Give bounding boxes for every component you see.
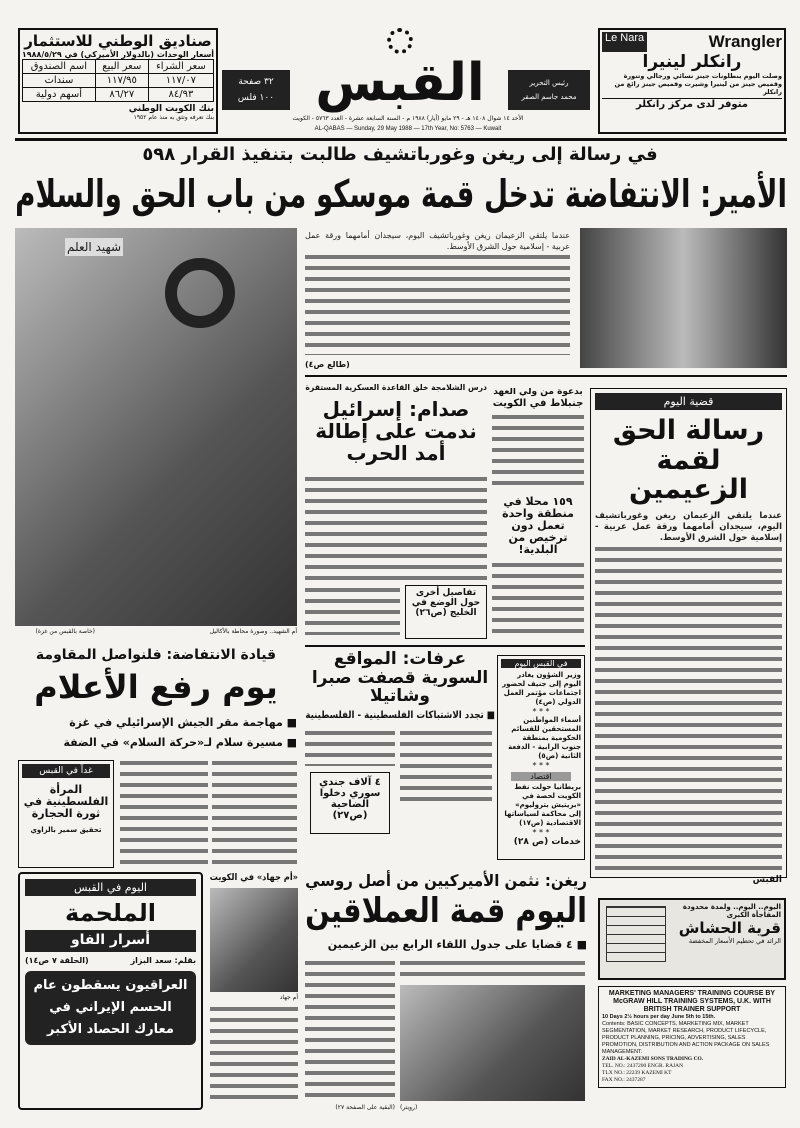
arabic-ad-text: اليوم.. اليوم.. ولمدة محدودة المفاجأة الكبرى xyxy=(682,903,781,919)
photo-wall-text: شهيد العلم xyxy=(67,240,122,254)
stars-divider: * * * xyxy=(532,828,550,837)
headline-kicker: في رسالة إلى ريغن وغورباتشيف طالبت بتنفيذ القرار ٥٩٨ xyxy=(142,144,658,165)
date-ar: الأحد ١٤ شوال ١٤٠٨ هـ - ٢٩ مايو (أيار) ١٩٨٨ م - السنة السابعة عشرة - العدد ٥٧٦٣ - الكويت xyxy=(292,115,524,122)
editorial-box xyxy=(590,388,787,886)
arafat-sub-text: تجدد الاشتباكات الفلسطينية - الفلسطينية xyxy=(305,710,484,721)
fund-title: صناديق الوطني للاستثمار xyxy=(24,32,212,50)
arafat-text-2 xyxy=(305,728,395,766)
inside-item: بريطانيا حولت نفط الكويت لحصة في «بريتيش بتروليوم» إلى محاكمة لسياساتها الاقتصادية (ص١٧) xyxy=(504,783,581,827)
english-ad xyxy=(598,986,786,1088)
tomorrow-title: المرأة الفلسطينية في ثورة الحجارة xyxy=(23,783,109,821)
section-rule xyxy=(305,645,585,647)
gulf-details-box: تفاصيل أخرى حول الوضع في الخليج (ص٢٦) xyxy=(405,585,487,639)
reagan-text xyxy=(305,958,395,1100)
photo-credit: (خاصة بالقبس من غزة) xyxy=(35,628,95,635)
jumblatt-title: جنبلاط في الكويت xyxy=(492,397,584,409)
bullet-2 xyxy=(15,736,297,749)
qadiya-label: قضية اليوم xyxy=(595,393,782,410)
cell: ١١٧/٠٧ xyxy=(148,74,213,88)
services-link: خدمات (ص ٢٨) xyxy=(513,837,581,847)
wrangler-logo: Wrangler xyxy=(708,32,782,51)
cell: ٨٤/٩٣ xyxy=(148,88,213,102)
intifada-photo xyxy=(15,228,297,626)
square-bullet-icon: ■ xyxy=(282,716,297,729)
col-header: سعر الشراء xyxy=(148,60,213,74)
english-ad-tlx: TLX NO.: 22239 KAZEMI KT xyxy=(602,1070,672,1076)
intifada-kicker: قيادة الانتفاضة: فلنواصل المقاومة xyxy=(35,647,277,663)
english-ad-title: MARKETING MANAGERS' TRAINING COURSE BY McGRAW HILL TRAINING SYSTEMS, U.K. WITH BRITISH TRAINER SUPPORT xyxy=(608,990,776,1013)
um-jihad-text xyxy=(210,1004,298,1104)
arabic-ad xyxy=(598,898,786,980)
lead-story-text xyxy=(305,230,570,355)
col-header: سعر البيع xyxy=(95,60,148,74)
inside-today-box xyxy=(497,655,585,860)
tomorrow-label: غداً في القبس xyxy=(22,764,110,778)
fund-subtitle: أسعار الوحدات (بالدولار الأميركي) في ١٩٨٨/٥/٢٩ xyxy=(21,50,214,59)
fund-price-box xyxy=(18,28,218,134)
cell: ٨٦/٢٧ xyxy=(95,88,148,102)
um-jihad-caption: أم جهاد xyxy=(279,994,298,1001)
epic-box xyxy=(18,872,203,1110)
wrangler-ad xyxy=(598,28,786,134)
table-row xyxy=(23,88,214,102)
arafat-text xyxy=(400,728,492,808)
editor-box xyxy=(508,70,590,110)
map-graphic xyxy=(606,906,666,962)
arafat-title: عرفات: المواقع السورية قصفت صبرا وشاتيلا xyxy=(311,649,489,707)
summit-photo xyxy=(400,985,585,1101)
tomorrow-byline: تحقيق سمير بالزاوي xyxy=(30,826,102,835)
english-ad-tel: TEL. NO.: 2437200 ENGR. RAJAN xyxy=(602,1063,684,1069)
bullet-1 xyxy=(15,716,297,729)
price: ١٠٠ فلس xyxy=(237,93,275,103)
reagan-kicker: ريغن: نثمن الأميركيين من أصل روسي xyxy=(305,871,587,890)
lead-continued: (طالع ص٤) xyxy=(305,360,350,369)
emir-photo xyxy=(580,228,787,368)
price-box xyxy=(222,70,290,110)
bullet-text: مهاجمة مقر الجيش الإسرائيلي في غزة xyxy=(69,716,283,729)
epic-label: اليوم في القبس xyxy=(25,879,196,896)
reagan-sub-text: ٤ قضايا على جدول اللقاء الرابع بين الزعيمين xyxy=(327,938,573,951)
le-nara-logo: Le Nara xyxy=(602,32,647,52)
intifada-text xyxy=(120,758,208,866)
section-rule xyxy=(305,375,787,377)
saddam-kicker: درس الشلامجة خلق القاعدة العسكرية المستقرة xyxy=(305,383,487,392)
reagan-text-2 xyxy=(400,958,585,982)
cell: ١١٧/٩٥ xyxy=(95,74,148,88)
arafat-subtitle xyxy=(305,710,495,721)
editor-name: محمد جاسم الصقر xyxy=(521,93,577,101)
newspaper-title: القبس xyxy=(315,53,485,113)
bullet-text: مسيرة سلام لـ«حركة السلام» في الضفة xyxy=(63,736,283,749)
epic-promo: العراقيون يسقطون عام الحسم الإيراني في معارك الحصاد الأكبر xyxy=(25,971,196,1045)
wreath-icon xyxy=(165,258,235,328)
inside-label: في القبس اليوم xyxy=(501,659,581,668)
editorial-text xyxy=(595,511,782,871)
ad-text: وصلت اليوم بنطلونات جينز نسائي ورجالي وتنورة وقميص جينز من لينيرا وشيرت وقميص جينز رائع من رانكلر xyxy=(614,72,782,96)
editorial-signature: القبس xyxy=(752,875,782,886)
inside-item: أسماء المواطنين المستحقين للقسائم الحكومية بمنطقة جنوب الرابية - الدفعة الثانية (ص٥) xyxy=(508,716,581,760)
arabic-ad-brand: قرية الحشاش xyxy=(678,919,781,937)
ad-brands-ar: رانكلر لينيرا xyxy=(642,52,742,72)
epic-byline: بقلم: سعد البزاز xyxy=(130,955,196,965)
reagan-subtitle xyxy=(305,938,587,951)
emblem-icon xyxy=(387,28,413,54)
lead-story-body: عندما يلتقي الزعيمان ريغن وغورباتشيف اليوم، سيجدان أمامهما ورقة عمل عربية - إسلامية حول الشرق الأوسط. xyxy=(305,231,570,251)
syrian-troops-box: ٤ آلاف جندي سوري دخلوا الضاحية (ص٢٧) xyxy=(310,772,390,834)
cell: سندات xyxy=(23,74,96,88)
economy-label: اقتصاد xyxy=(511,772,571,781)
shops-title: ١٥٩ محلا في منطقة واحدة تعمل دون ترخيص من البلدية! xyxy=(502,494,574,557)
editorial-title: رسالة الحق لقمة الزعيمين xyxy=(612,415,765,506)
bank-tagline: بنك تعرفه وتثق به منذ عام ١٩٥٢ xyxy=(133,114,214,121)
summit-credit: (رويتر) xyxy=(400,1104,418,1111)
epic-subtitle: أسرار الفاو xyxy=(25,930,196,951)
saddam-text-2 xyxy=(305,585,400,635)
main-headline: الأمير: الانتفاضة تدخل قمة موسكو من باب الحق والسلام xyxy=(15,172,788,216)
square-bullet-icon: ■ xyxy=(483,710,495,721)
editor-label: رئيس التحرير xyxy=(529,79,569,87)
continued-note: (البقية على الصفحة ٢٧) xyxy=(335,1104,395,1111)
shops-text xyxy=(492,560,584,640)
saddam-text xyxy=(305,474,487,580)
photo-caption: أم الشهيد.. وصورة محاطة بالأكاليل xyxy=(209,628,297,635)
reagan-title: اليوم قمة العملاقين xyxy=(305,891,587,931)
bank-name: بنك الكويت الوطني xyxy=(128,104,214,114)
english-ad-contents: Contents: BASIC CONCEPTS, MARKETING MIX, MARKET SEGMENTATION, MARKET RESEARCH, PRODUCT LIFECYCLE, PRODUCT PLANNING, PRICING, ADVERTISING, SALES PROMOTION, DISTRIBUTION AND ACTION PACKAGE ON SALES MANAGEMENT. xyxy=(602,1021,770,1055)
um-jihad-title: «أم جهاد» في الكويت xyxy=(209,873,298,883)
table-row xyxy=(23,74,214,88)
col-header: اسم الصندوق xyxy=(23,60,96,74)
square-bullet-icon: ■ xyxy=(282,736,297,749)
jumblatt-story xyxy=(492,388,584,643)
english-ad-company: ZAID AL-KAZEMI SONS TRADING CO. xyxy=(602,1056,704,1062)
stars-divider: * * * xyxy=(532,761,550,770)
inside-item: وزير الشؤون يغادر اليوم إلى جنيف لحضور اجتماعات مؤتمر العمل الدولي (ص٤) xyxy=(502,671,581,706)
cell: أسهم دولية xyxy=(23,88,96,102)
english-ad-fax: FAX NO.: 2437287 xyxy=(602,1077,646,1083)
jumblatt-kicker: بدعوة من ولي العهد xyxy=(493,388,583,397)
stars-divider: * * * xyxy=(532,707,550,716)
date-en: AL-QABAS — Sunday, 29 May 1988 — 17th Year, No: 5763 — Kuwait xyxy=(314,126,502,132)
fund-table xyxy=(22,59,214,102)
english-ad-dates: 10 Days 2½ hours per day June 5th to 15th. xyxy=(602,1014,716,1020)
saddam-title: صدام: إسرائيل ندمت على إطالة أمد الحرب xyxy=(315,397,477,465)
logo xyxy=(300,28,500,112)
epic-title: الملحمة xyxy=(64,899,157,927)
intifada-title: يوم رفع الأعلام xyxy=(34,668,278,706)
editorial-lead: عندما يلتقي الزعيمان ريغن وغورباتشيف اليوم، سيجدان أمامهما ورقة عمل عربية - إسلامية حول الشرق الأوسط. xyxy=(595,511,782,544)
square-bullet-icon: ■ xyxy=(572,938,587,951)
arabic-ad-sub: الرائد في تحطيم الأسعار المخفضة xyxy=(688,937,781,945)
page-count: ٣٢ صفحة xyxy=(238,77,274,87)
intifada-text-3 xyxy=(212,758,297,866)
tomorrow-box xyxy=(18,760,114,868)
epic-episode: (الحلقة ٧ ص١٤) xyxy=(25,955,89,965)
jumblatt-text xyxy=(492,412,584,492)
ad-footer: متوفر لدى مركز رانكلر xyxy=(602,98,782,110)
masthead-rule xyxy=(15,138,787,141)
um-jihad-photo xyxy=(210,888,298,992)
